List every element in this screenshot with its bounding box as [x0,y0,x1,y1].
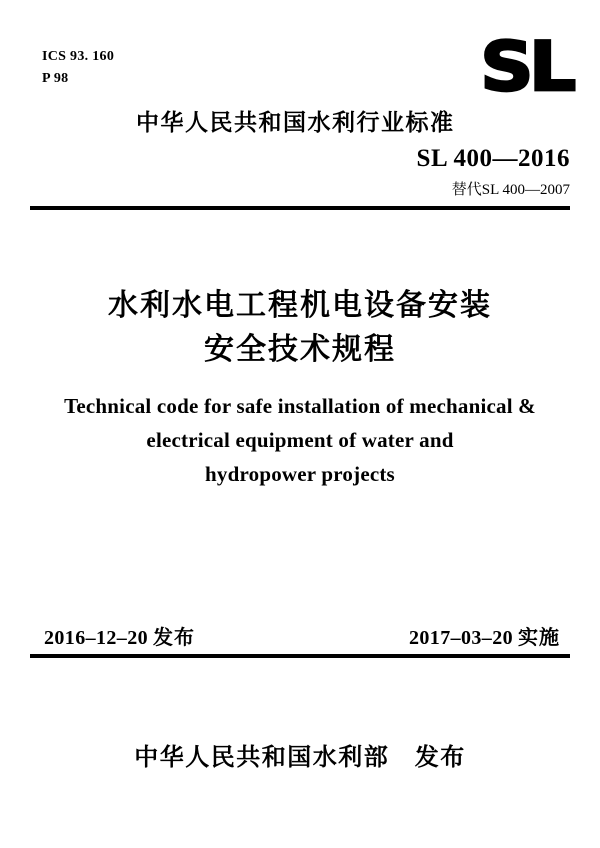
effective-date-label: 实施 [518,625,560,649]
standard-number: SL 400—2016 [416,145,570,172]
issue-date-label: 发布 [153,625,195,649]
title-english-line-2: electrical equipment of water and [146,428,454,452]
replaces-number: SL 400—2007 [481,182,570,198]
title-chinese-line-1: 水利水电工程机电设备安装 [108,288,492,323]
effective-date [409,621,560,650]
replaces-line [452,178,570,199]
classification-block [42,46,114,89]
cn-classification-code: P 98 [42,70,69,86]
issue-date [44,621,195,650]
issuing-heading: 中华人民共和国水利行业标准 [136,110,455,136]
effective-date-value: 2017–03–20 [409,627,513,649]
ics-code: ICS 93. 160 [42,49,115,64]
publisher-line: 中华人民共和国水利部 发布 [134,743,466,771]
title-chinese [0,284,600,372]
title-english [0,389,600,491]
title-english-line-1: Technical code for safe installation of mechanical & [64,394,536,418]
title-chinese-line-2: 安全技术规程 [204,332,396,367]
header-divider [30,206,570,210]
sl-logo: SL [480,27,572,107]
title-english-line-3: hydropower projects [205,462,395,486]
replaces-prefix: 替代 [451,180,482,198]
dates-row [44,621,560,650]
footer-divider [30,654,570,658]
issue-date-value: 2016–12–20 [44,627,148,649]
